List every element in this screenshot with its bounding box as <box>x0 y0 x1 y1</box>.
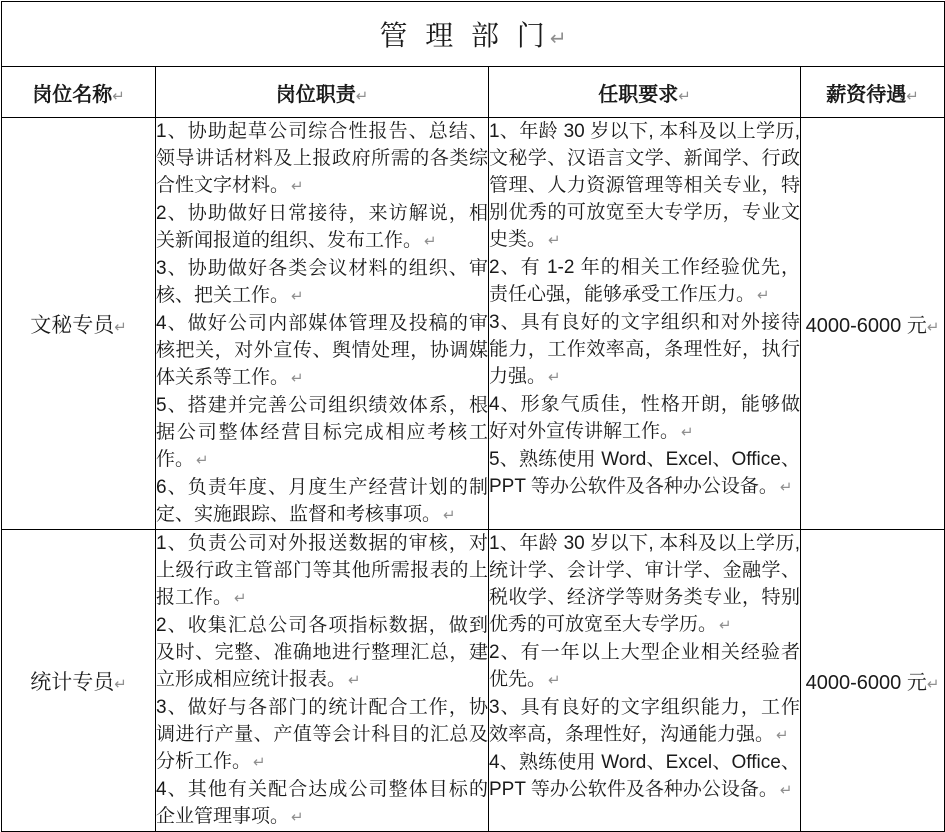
paragraph-mark-icon: ↵ <box>926 318 940 336</box>
paragraph-mark-icon: ↵ <box>112 86 125 105</box>
paragraph-mark-icon: ↵ <box>348 671 361 689</box>
paragraph-text: 4、其他有关配合达成公司整体目标的企业管理事项。 <box>156 779 488 827</box>
paragraph-mark-icon: ↵ <box>291 808 304 826</box>
paragraph-text: 5、搭建并完善公司组织绩效体系，根据公司整体经营目标完成相应考核工作。 <box>156 395 488 470</box>
paragraph <box>156 474 488 529</box>
job-postings-table <box>1 1 945 832</box>
paragraph-mark-icon: ↵ <box>779 478 793 496</box>
paragraph <box>489 309 800 391</box>
paragraph <box>156 776 488 831</box>
paragraph <box>489 639 800 694</box>
paragraph-text: 3、具有良好的文字组织和对外接待能力，工作效率高，条理性好，执行力强。 <box>489 312 800 387</box>
paragraph-text: 4、做好公司内部媒体管理及投稿的审核把关，对外宣传、舆情处理，协调媒体关系等工作。 <box>156 313 488 388</box>
paragraph-text: 2、协助做好日常接待，来访解说，相关新闻报道的组织、发布工作。 <box>156 203 488 251</box>
paragraph-text: 1、年龄 30 岁以下, 本科及以上学历, 文秘学、汉语言文学、新闻学、行政管理、人力资源管理等相关专业，特别优秀的可放宽至大专学历，专业文史类。 <box>489 121 800 250</box>
table-row-secretary <box>2 118 945 530</box>
position-name: 文秘专员 <box>30 313 115 337</box>
paragraph-mark-icon: ↵ <box>114 674 127 693</box>
column-header-label: 薪资待遇 <box>826 83 907 106</box>
column-header-duties <box>156 67 489 118</box>
paragraph <box>489 530 800 639</box>
paragraph-text: 4、形象气质佳，性格开朗，能够做好对外宣传讲解工作。 <box>489 394 800 442</box>
paragraph-mark-icon: ↵ <box>549 26 567 50</box>
paragraph-mark-icon: ↵ <box>443 506 456 524</box>
paragraph <box>156 392 488 474</box>
column-header-label: 任职要求 <box>598 83 679 106</box>
paragraph-mark-icon: ↵ <box>548 671 561 689</box>
position-name-cell <box>2 530 156 832</box>
paragraph-mark-icon: ↵ <box>719 616 732 634</box>
paragraph-mark-icon: ↵ <box>926 675 940 693</box>
position-name: 统计专员 <box>30 670 115 694</box>
salary-cell <box>801 530 945 832</box>
duties-cell <box>156 530 489 832</box>
paragraph-mark-icon: ↵ <box>776 726 789 744</box>
paragraph-text: 1、年龄 30 岁以下, 本科及以上学历, 统计学、会计学、审计学、金融学、税收学、经济学等财务类专业，特别优秀的可放宽至大专学历。 <box>489 533 800 635</box>
paragraph-mark-icon: ↵ <box>253 753 266 771</box>
column-header-label: 岗位职责 <box>275 83 356 106</box>
paragraph <box>156 694 488 776</box>
paragraph-mark-icon: ↵ <box>234 589 247 607</box>
column-header-salary <box>801 67 945 118</box>
paragraph-mark-icon: ↵ <box>114 317 127 336</box>
paragraph-text: 3、做好与各部门的统计配合工作，协调进行产量、产值等会计科目的汇总及分析工作。 <box>156 697 488 772</box>
paragraph-mark-icon: ↵ <box>196 451 209 469</box>
title-row <box>2 2 945 67</box>
paragraph-mark-icon: ↵ <box>681 423 694 441</box>
paragraph-mark-icon: ↵ <box>678 86 691 105</box>
paragraph <box>156 118 488 200</box>
requirements-cell <box>489 118 801 530</box>
paragraph-text: 4、熟练使用 Word、Excel、Office、PPT 等办公软件及各种办公设备。 <box>489 752 800 800</box>
table-title: 管 理 部 门 <box>379 20 550 51</box>
paragraph-mark-icon: ↵ <box>424 232 437 250</box>
paragraph-mark-icon: ↵ <box>548 231 561 249</box>
salary-value: 4000-6000 元 <box>805 315 927 337</box>
paragraph-text: 1、负责公司对外报送数据的审核，对上级行政主管部门等其他所需报表的上报工作。 <box>156 533 488 608</box>
paragraph-text: 1、协助起草公司综合性报告、总结、领导讲话材料及上报政府所需的各类综合性文字材料。 <box>156 121 488 196</box>
paragraph-mark-icon: ↵ <box>355 86 369 105</box>
paragraph <box>489 694 800 749</box>
paragraph <box>489 391 800 446</box>
paragraph <box>489 118 800 254</box>
column-header-requirements <box>489 67 801 118</box>
table-row-statistics <box>2 530 945 832</box>
paragraph-text: 3、协助做好各类会议材料的组织、审核、把关工作。 <box>156 258 488 306</box>
duties-cell <box>156 118 489 530</box>
paragraph-mark-icon: ↵ <box>757 286 770 304</box>
paragraph-text: 2、有 1-2 年的相关工作经验优先，责任心强，能够承受工作压力。 <box>489 257 800 305</box>
paragraph-mark-icon: ↵ <box>291 177 304 195</box>
paragraph <box>489 446 800 501</box>
paragraph-text: 6、负责年度、月度生产经营计划的制定、实施跟踪、监督和考核事项。 <box>156 477 488 525</box>
table-title-cell <box>2 2 945 67</box>
column-header-position <box>2 67 156 118</box>
paragraph-text: 3、具有良好的文字组织能力，工作效率高，条理性好，沟通能力强。 <box>489 697 800 745</box>
paragraph-text: 2、有一年以上大型企业相关经验者优先。 <box>489 642 800 690</box>
paragraph-mark-icon: ↵ <box>906 86 919 105</box>
paragraph <box>156 612 488 694</box>
paragraph <box>156 310 488 392</box>
requirements-cell <box>489 530 801 832</box>
paragraph-text: 5、熟练使用 Word、Excel、Office、PPT 等办公软件及各种办公设备。 <box>489 449 800 497</box>
paragraph <box>156 255 488 310</box>
paragraph-text: 2、收集汇总公司各项指标数据，做到及时、完整、准确地进行整理汇总，建立形成相应统计报表。 <box>156 615 488 690</box>
column-header-label: 岗位名称 <box>32 83 113 106</box>
salary-cell <box>801 118 945 530</box>
paragraph-mark-icon: ↵ <box>548 368 561 386</box>
paragraph <box>156 530 488 612</box>
paragraph <box>489 749 800 804</box>
paragraph <box>489 254 800 309</box>
paragraph-mark-icon: ↵ <box>779 781 793 799</box>
column-header-row <box>2 67 945 118</box>
paragraph-mark-icon: ↵ <box>291 369 304 387</box>
paragraph-mark-icon: ↵ <box>291 287 304 305</box>
salary-value: 4000-6000 元 <box>805 672 927 694</box>
paragraph <box>156 200 488 255</box>
position-name-cell <box>2 118 156 530</box>
